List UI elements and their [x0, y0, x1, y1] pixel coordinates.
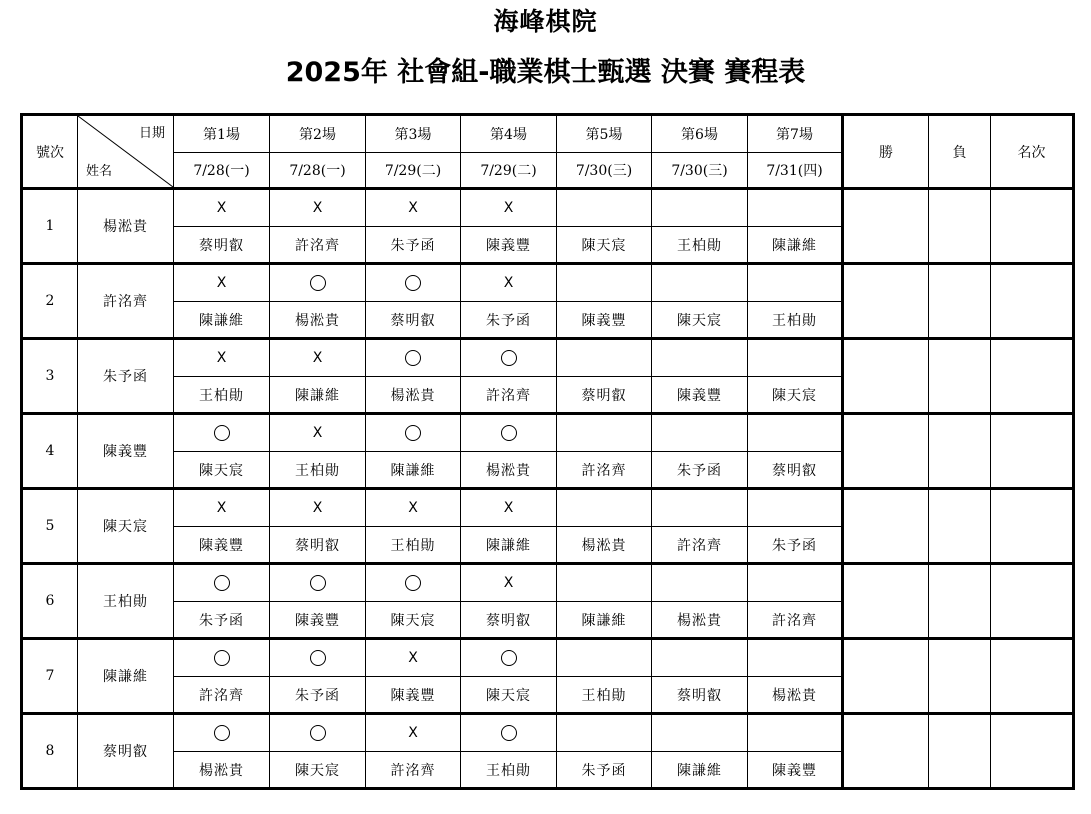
- player-loss: [929, 714, 991, 789]
- player-win: [843, 489, 929, 564]
- opponent-cell: 陳謙維: [652, 752, 748, 789]
- player-rank: [991, 564, 1074, 639]
- loss-mark: X: [503, 575, 514, 591]
- loss-mark: X: [312, 200, 323, 216]
- round-label: 第1場: [174, 115, 270, 153]
- opponent-cell: 朱予函: [270, 677, 366, 714]
- result-cell: [652, 564, 748, 602]
- result-cell: [270, 639, 366, 677]
- result-cell: [748, 339, 843, 377]
- organization-title: 海峰棋院: [493, 7, 598, 36]
- win-circle-icon: [501, 425, 517, 441]
- opponent-cell: 蔡明叡: [174, 227, 270, 264]
- opponent-cell: 陳天宸: [652, 302, 748, 339]
- opponent-cell: 楊淞貴: [748, 677, 843, 714]
- result-cell: [174, 564, 270, 602]
- result-cell: [557, 489, 652, 527]
- opponent-cell: 蔡明叡: [652, 677, 748, 714]
- opponent-cell: 王柏勛: [748, 302, 843, 339]
- result-cell: [557, 714, 652, 752]
- loss-mark: X: [503, 275, 514, 291]
- player-number: 2: [22, 264, 78, 339]
- result-cell: [174, 639, 270, 677]
- result-cell: [270, 189, 366, 227]
- opponent-cell: 陳謙維: [366, 452, 461, 489]
- player-number: 4: [22, 414, 78, 489]
- player-result-row: [22, 414, 1074, 452]
- opponent-cell: 王柏勛: [461, 752, 557, 789]
- round-label: 第6場: [652, 115, 748, 153]
- round-date: 7/30(三): [557, 153, 652, 189]
- player-result-row: [22, 639, 1074, 677]
- player-rank: [991, 639, 1074, 714]
- result-cell: [174, 264, 270, 302]
- result-cell: [748, 264, 843, 302]
- result-cell: [461, 639, 557, 677]
- win-circle-icon: [214, 575, 230, 591]
- player-name: 陳天宸: [78, 489, 174, 564]
- result-cell: [366, 339, 461, 377]
- opponent-cell: 許洺齊: [557, 452, 652, 489]
- player-loss: [929, 264, 991, 339]
- result-cell: [366, 414, 461, 452]
- player-result-row: [22, 564, 1074, 602]
- opponent-cell: 許洺齊: [652, 527, 748, 564]
- win-circle-icon: [310, 650, 326, 666]
- player-name: 陳謙維: [78, 639, 174, 714]
- opponent-cell: 朱予函: [461, 302, 557, 339]
- result-cell: [174, 714, 270, 752]
- loss-mark: X: [216, 200, 227, 216]
- player-number: 7: [22, 639, 78, 714]
- round-date: 7/31(四): [748, 153, 843, 189]
- player-name: 許洺齊: [78, 264, 174, 339]
- win-circle-icon: [310, 575, 326, 591]
- opponent-cell: 朱予函: [557, 752, 652, 789]
- loss-mark: X: [408, 200, 418, 216]
- opponent-cell: 朱予函: [652, 452, 748, 489]
- round-date: 7/30(三): [652, 153, 748, 189]
- player-number: 6: [22, 564, 78, 639]
- player-result-row: [22, 264, 1074, 302]
- win-circle-icon: [214, 425, 230, 441]
- opponent-cell: 楊淞貴: [652, 602, 748, 639]
- round-date: 7/29(二): [366, 153, 461, 189]
- result-cell: [461, 264, 557, 302]
- round-date: 7/28(一): [270, 153, 366, 189]
- win-circle-icon: [214, 725, 230, 741]
- result-cell: [748, 414, 843, 452]
- opponent-cell: 許洺齊: [174, 677, 270, 714]
- opponent-cell: 蔡明叡: [366, 302, 461, 339]
- player-result-row: [22, 189, 1074, 227]
- player-rank: [991, 189, 1074, 264]
- opponent-cell: 許洺齊: [461, 377, 557, 414]
- win-circle-icon: [501, 725, 517, 741]
- win-circle-icon: [214, 650, 230, 666]
- result-cell: [270, 264, 366, 302]
- opponent-cell: 陳義豐: [557, 302, 652, 339]
- round-date: 7/28(一): [174, 153, 270, 189]
- result-cell: [174, 339, 270, 377]
- result-cell: [748, 714, 843, 752]
- opponent-cell: 楊淞貴: [174, 752, 270, 789]
- opponent-cell: 陳天宸: [557, 227, 652, 264]
- player-loss: [929, 339, 991, 414]
- schedule-title: 2025年 社會組-職業棋士甄選 決賽 賽程表: [285, 57, 806, 88]
- loss-mark: X: [408, 725, 418, 741]
- win-circle-icon: [501, 650, 517, 666]
- result-cell: [366, 189, 461, 227]
- player-rank: [991, 714, 1074, 789]
- opponent-cell: 陳天宸: [461, 677, 557, 714]
- player-name: 王柏勛: [78, 564, 174, 639]
- opponent-cell: 陳義豐: [366, 677, 461, 714]
- result-cell: [270, 564, 366, 602]
- opponent-cell: 陳義豐: [461, 227, 557, 264]
- opponent-cell: 陳謙維: [174, 302, 270, 339]
- header-date-name: [78, 115, 174, 189]
- result-cell: [366, 714, 461, 752]
- player-loss: [929, 414, 991, 489]
- loss-mark: X: [312, 425, 323, 441]
- opponent-cell: 楊淞貴: [557, 527, 652, 564]
- round-label: 第3場: [366, 115, 461, 153]
- round-date: 7/29(二): [461, 153, 557, 189]
- opponent-cell: 朱予函: [748, 527, 843, 564]
- player-name: 陳義豐: [78, 414, 174, 489]
- result-cell: [652, 414, 748, 452]
- opponent-cell: 陳義豐: [748, 752, 843, 789]
- opponent-cell: 王柏勛: [366, 527, 461, 564]
- result-cell: [174, 414, 270, 452]
- player-loss: [929, 189, 991, 264]
- opponent-cell: 許洺齊: [366, 752, 461, 789]
- opponent-cell: 陳謙維: [557, 602, 652, 639]
- round-label: 第4場: [461, 115, 557, 153]
- player-number: 3: [22, 339, 78, 414]
- result-cell: [652, 714, 748, 752]
- player-win: [843, 264, 929, 339]
- loss-mark: X: [408, 650, 418, 666]
- opponent-cell: 陳義豐: [270, 602, 366, 639]
- player-win: [843, 639, 929, 714]
- player-result-row: [22, 489, 1074, 527]
- result-cell: [557, 189, 652, 227]
- opponent-cell: 蔡明叡: [270, 527, 366, 564]
- result-cell: [366, 264, 461, 302]
- player-number: 5: [22, 489, 78, 564]
- player-name: 蔡明叡: [78, 714, 174, 789]
- result-cell: [174, 489, 270, 527]
- player-number: 8: [22, 714, 78, 789]
- player-result-row: [22, 714, 1074, 752]
- opponent-cell: 陳天宸: [270, 752, 366, 789]
- result-cell: [270, 414, 366, 452]
- win-circle-icon: [405, 575, 421, 591]
- loss-mark: X: [312, 500, 323, 516]
- opponent-cell: 王柏勛: [174, 377, 270, 414]
- result-cell: [174, 189, 270, 227]
- player-name: 楊淞貴: [78, 189, 174, 264]
- result-cell: [270, 714, 366, 752]
- header-rank: 名次: [991, 115, 1074, 189]
- result-cell: [461, 714, 557, 752]
- result-cell: [557, 564, 652, 602]
- result-cell: [366, 489, 461, 527]
- opponent-cell: 蔡明叡: [748, 452, 843, 489]
- header-number: 號次: [22, 115, 78, 189]
- opponent-cell: 蔡明叡: [461, 602, 557, 639]
- player-win: [843, 414, 929, 489]
- player-rank: [991, 264, 1074, 339]
- opponent-cell: 陳義豐: [652, 377, 748, 414]
- player-rank: [991, 489, 1074, 564]
- loss-mark: X: [503, 200, 514, 216]
- player-win: [843, 564, 929, 639]
- opponent-cell: 陳天宸: [174, 452, 270, 489]
- win-circle-icon: [405, 425, 421, 441]
- player-rank: [991, 339, 1074, 414]
- player-result-row: [22, 339, 1074, 377]
- opponent-cell: 王柏勛: [652, 227, 748, 264]
- opponent-cell: 陳天宸: [748, 377, 843, 414]
- result-cell: [461, 489, 557, 527]
- opponent-cell: 許洺齊: [270, 227, 366, 264]
- loss-mark: X: [216, 350, 227, 366]
- opponent-cell: 楊淞貴: [270, 302, 366, 339]
- win-circle-icon: [310, 725, 326, 741]
- loss-mark: X: [503, 500, 514, 516]
- loss-mark: X: [216, 500, 227, 516]
- header-win: 勝: [843, 115, 929, 189]
- header-row-rounds: [22, 115, 1074, 153]
- win-circle-icon: [405, 275, 421, 291]
- result-cell: [557, 414, 652, 452]
- result-cell: [461, 564, 557, 602]
- opponent-cell: 王柏勛: [557, 677, 652, 714]
- result-cell: [270, 489, 366, 527]
- round-label: 第7場: [748, 115, 843, 153]
- result-cell: [557, 264, 652, 302]
- result-cell: [557, 639, 652, 677]
- result-cell: [461, 189, 557, 227]
- result-cell: [652, 264, 748, 302]
- opponent-cell: 蔡明叡: [557, 377, 652, 414]
- round-label: 第5場: [557, 115, 652, 153]
- result-cell: [270, 339, 366, 377]
- schedule-table: [20, 113, 1075, 790]
- opponent-cell: 朱予函: [366, 227, 461, 264]
- result-cell: [748, 489, 843, 527]
- opponent-cell: 楊淞貴: [461, 452, 557, 489]
- opponent-cell: 陳天宸: [366, 602, 461, 639]
- header-loss: 負: [929, 115, 991, 189]
- player-rank: [991, 414, 1074, 489]
- loss-mark: X: [408, 500, 418, 516]
- player-loss: [929, 564, 991, 639]
- player-loss: [929, 639, 991, 714]
- result-cell: [748, 189, 843, 227]
- player-win: [843, 189, 929, 264]
- player-win: [843, 339, 929, 414]
- result-cell: [652, 489, 748, 527]
- result-cell: [748, 564, 843, 602]
- win-circle-icon: [405, 350, 421, 366]
- player-number: 1: [22, 189, 78, 264]
- round-label: 第2場: [270, 115, 366, 153]
- result-cell: [557, 339, 652, 377]
- result-cell: [748, 639, 843, 677]
- player-win: [843, 714, 929, 789]
- opponent-cell: 王柏勛: [270, 452, 366, 489]
- result-cell: [366, 639, 461, 677]
- win-circle-icon: [501, 350, 517, 366]
- header-name-label: 姓名: [86, 164, 113, 179]
- result-cell: [652, 189, 748, 227]
- opponent-cell: 楊淞貴: [366, 377, 461, 414]
- opponent-cell: 陳謙維: [461, 527, 557, 564]
- header-date-label: 日期: [138, 126, 165, 141]
- result-cell: [461, 339, 557, 377]
- win-circle-icon: [310, 275, 326, 291]
- loss-mark: X: [312, 350, 323, 366]
- result-cell: [461, 414, 557, 452]
- opponent-cell: 陳謙維: [748, 227, 843, 264]
- opponent-cell: 陳義豐: [174, 527, 270, 564]
- result-cell: [366, 564, 461, 602]
- player-name: 朱予函: [78, 339, 174, 414]
- player-loss: [929, 489, 991, 564]
- opponent-cell: 許洺齊: [748, 602, 843, 639]
- loss-mark: X: [216, 275, 227, 291]
- opponent-cell: 朱予函: [174, 602, 270, 639]
- result-cell: [652, 339, 748, 377]
- opponent-cell: 陳謙維: [270, 377, 366, 414]
- result-cell: [652, 639, 748, 677]
